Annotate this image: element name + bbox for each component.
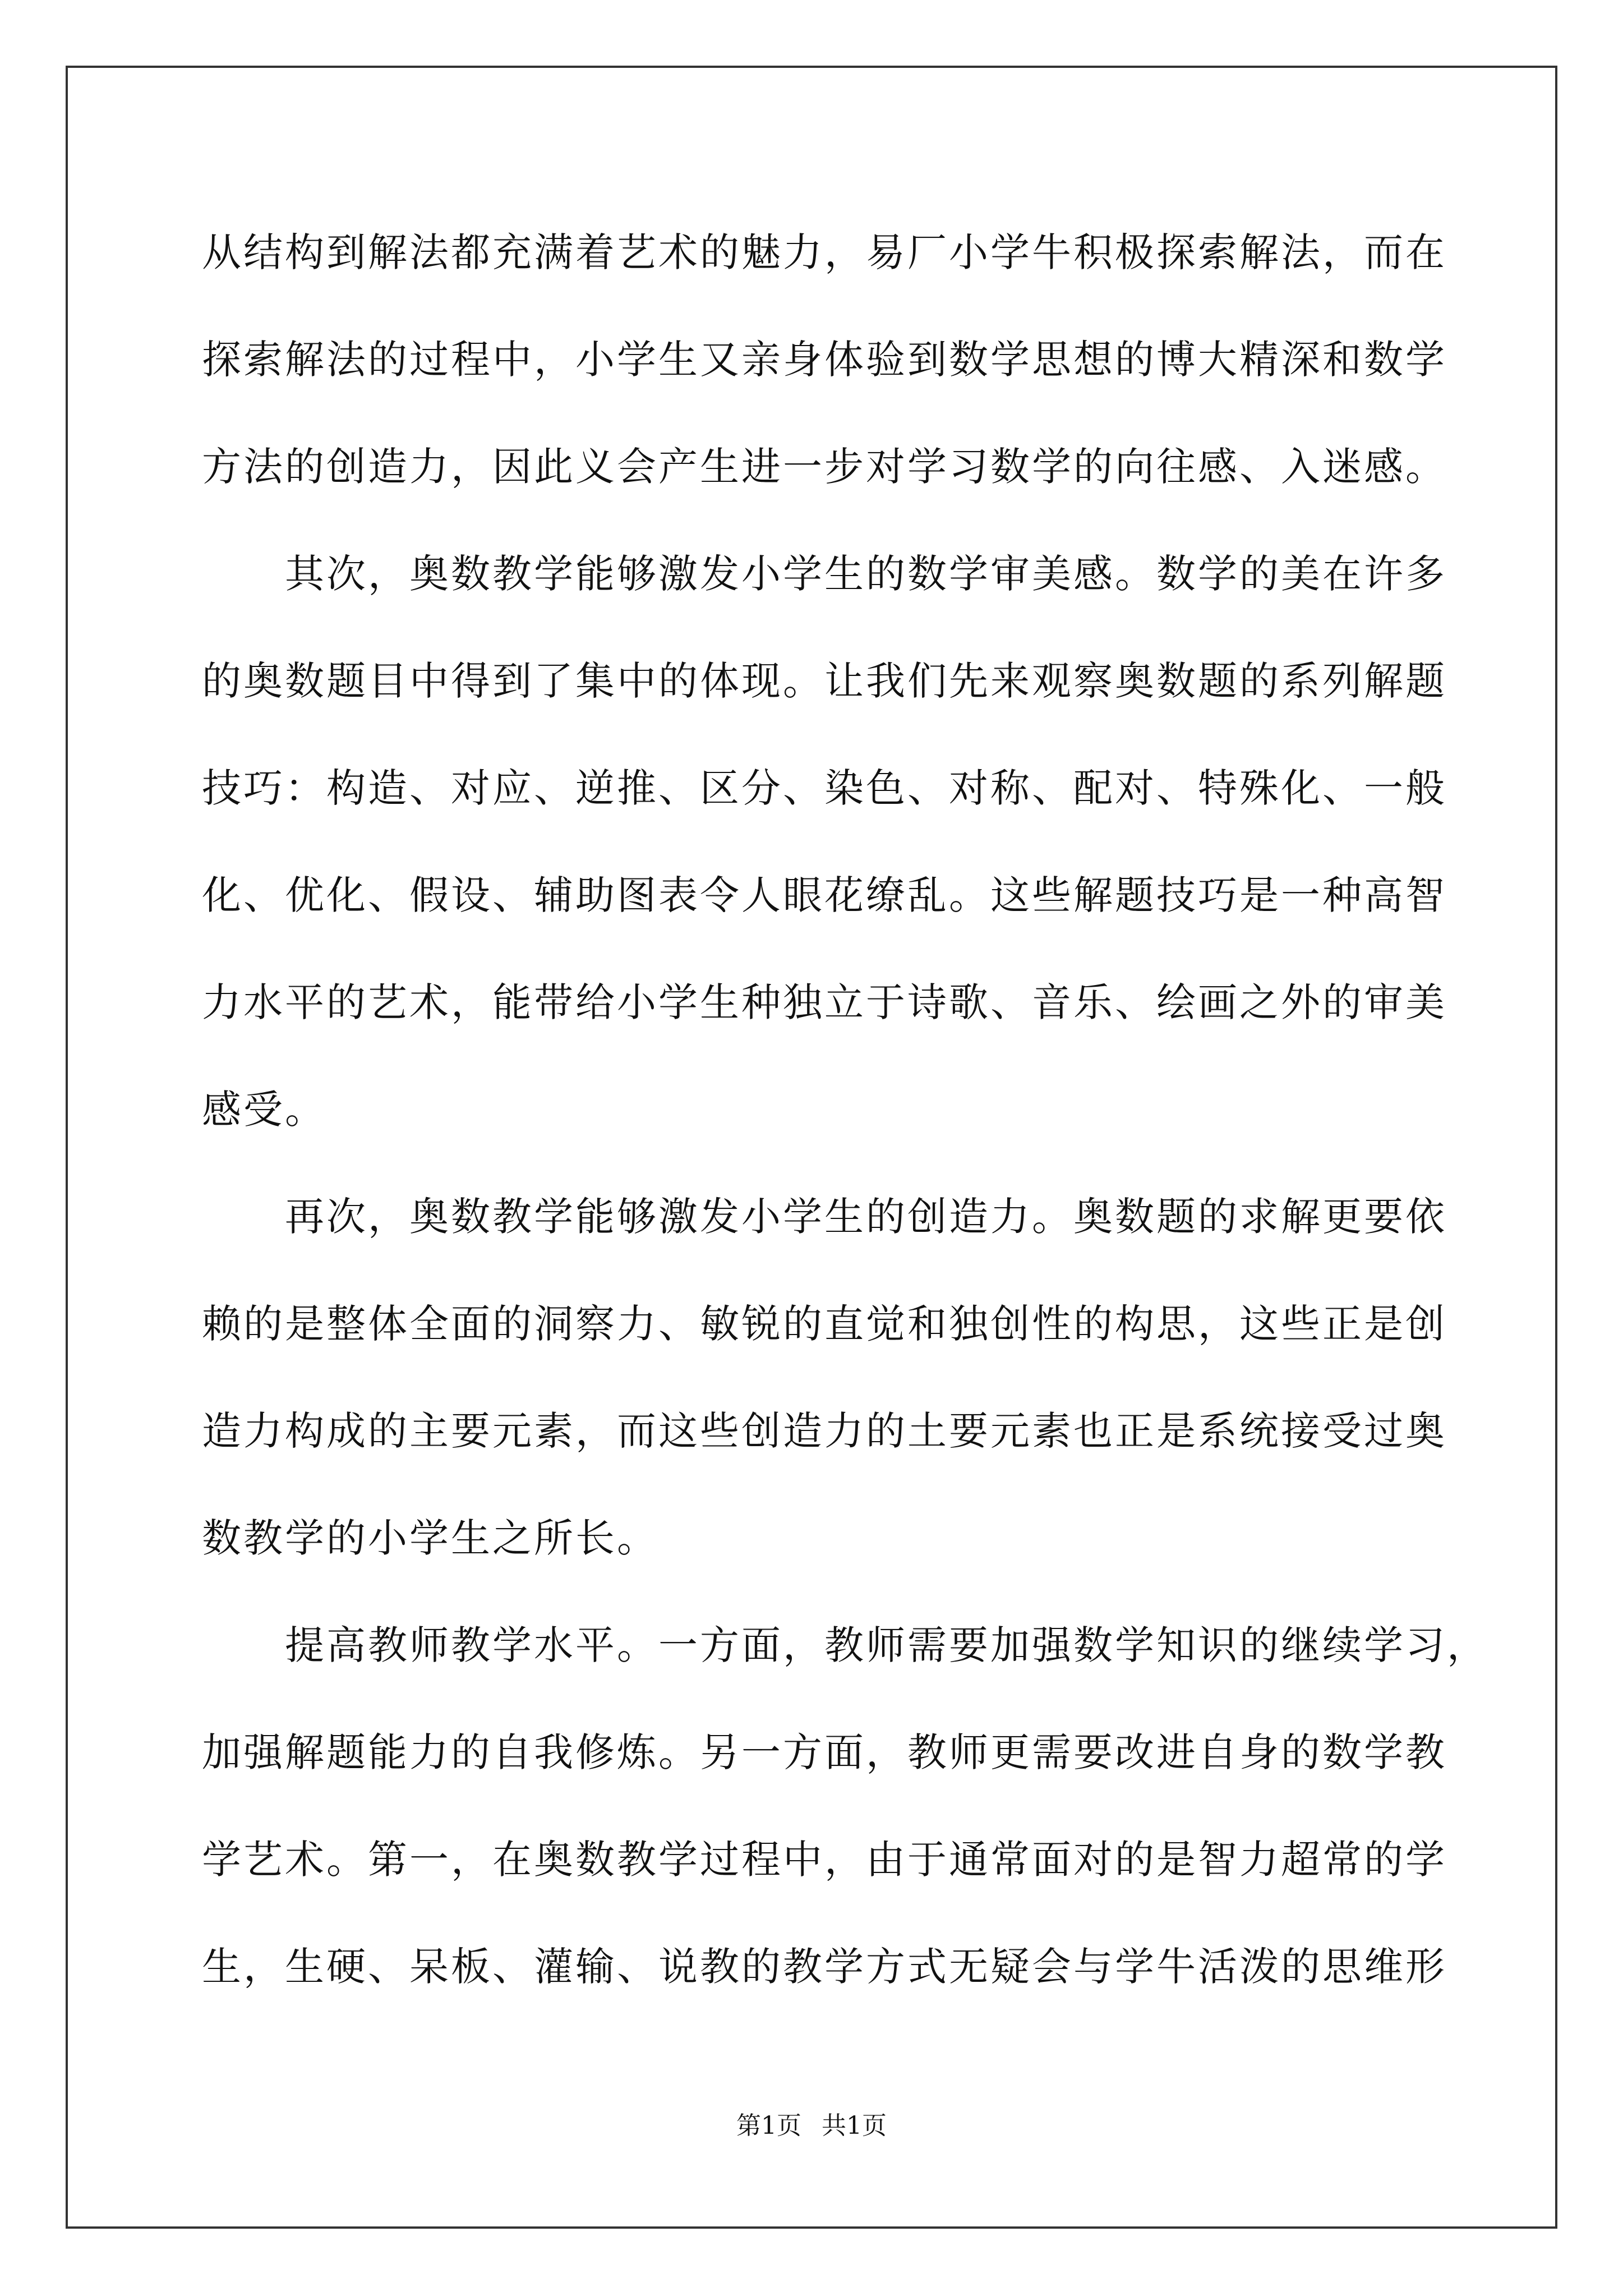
text-line: 学艺术。第一，在奥数教学过程中，由于通常面对的是智力超常的学 xyxy=(202,1837,1447,1883)
text-line: 的奥数题目中得到了集中的体现。让我们先来观察奥数题的系列解题 xyxy=(202,658,1447,704)
text-line: 从结构到解法都充满着艺术的魅力，易厂小学牛积极探索解法，而在 xyxy=(202,229,1447,275)
text-line: 生，生硬、呆板、灌输、说教的教学方式无疑会与学牛活泼的思维形 xyxy=(202,1944,1447,1990)
text-line: 力水平的艺术，能带给小学生种独立于诗歌、音乐、绘画之外的审美 xyxy=(202,979,1447,1025)
text-line: 加强解题能力的自我修炼。另一方面，教师更需要改进自身的数学教 xyxy=(202,1729,1447,1775)
text-line: 数教学的小学生之所长。 xyxy=(202,1515,658,1561)
text-line: 造力构成的主要元素，而这些创造力的土要元素也正是系统接受过奥 xyxy=(202,1408,1447,1454)
text-line: 再次，奥数教学能够激发小学生的创造力。奥数题的求解更要依 xyxy=(202,1194,1447,1240)
text-line: 提高教师教学水平。一方面，教师需要加强数学知识的继续学习， xyxy=(202,1622,1488,1668)
text-line: 探索解法的过程中，小学生又亲身体验到数学思想的博大精深和数学 xyxy=(202,337,1447,383)
text-line: 感受。 xyxy=(202,1087,326,1133)
page-border xyxy=(66,66,1557,2229)
text-line: 技巧：构造、对应、逆推、区分、染色、对称、配对、特殊化、一般 xyxy=(202,765,1447,811)
page-footer xyxy=(0,2110,1623,2142)
text-line: 化、优化、假设、辅助图表令人眼花缭乱。这些解题技巧是一种高智 xyxy=(202,872,1447,918)
text-line: 其次，奥数教学能够激发小学生的数学审美感。数学的美在许多 xyxy=(202,551,1447,597)
page-total: 共1页 xyxy=(822,2111,887,2140)
text-line: 方法的创造力，因此义会产生进一步对学习数学的向往感、入迷感。 xyxy=(202,444,1447,490)
page-number: 第1页 xyxy=(736,2111,801,2140)
text-line: 赖的是整体全面的洞察力、敏锐的直觉和独创性的构思，这些正是创 xyxy=(202,1301,1447,1347)
